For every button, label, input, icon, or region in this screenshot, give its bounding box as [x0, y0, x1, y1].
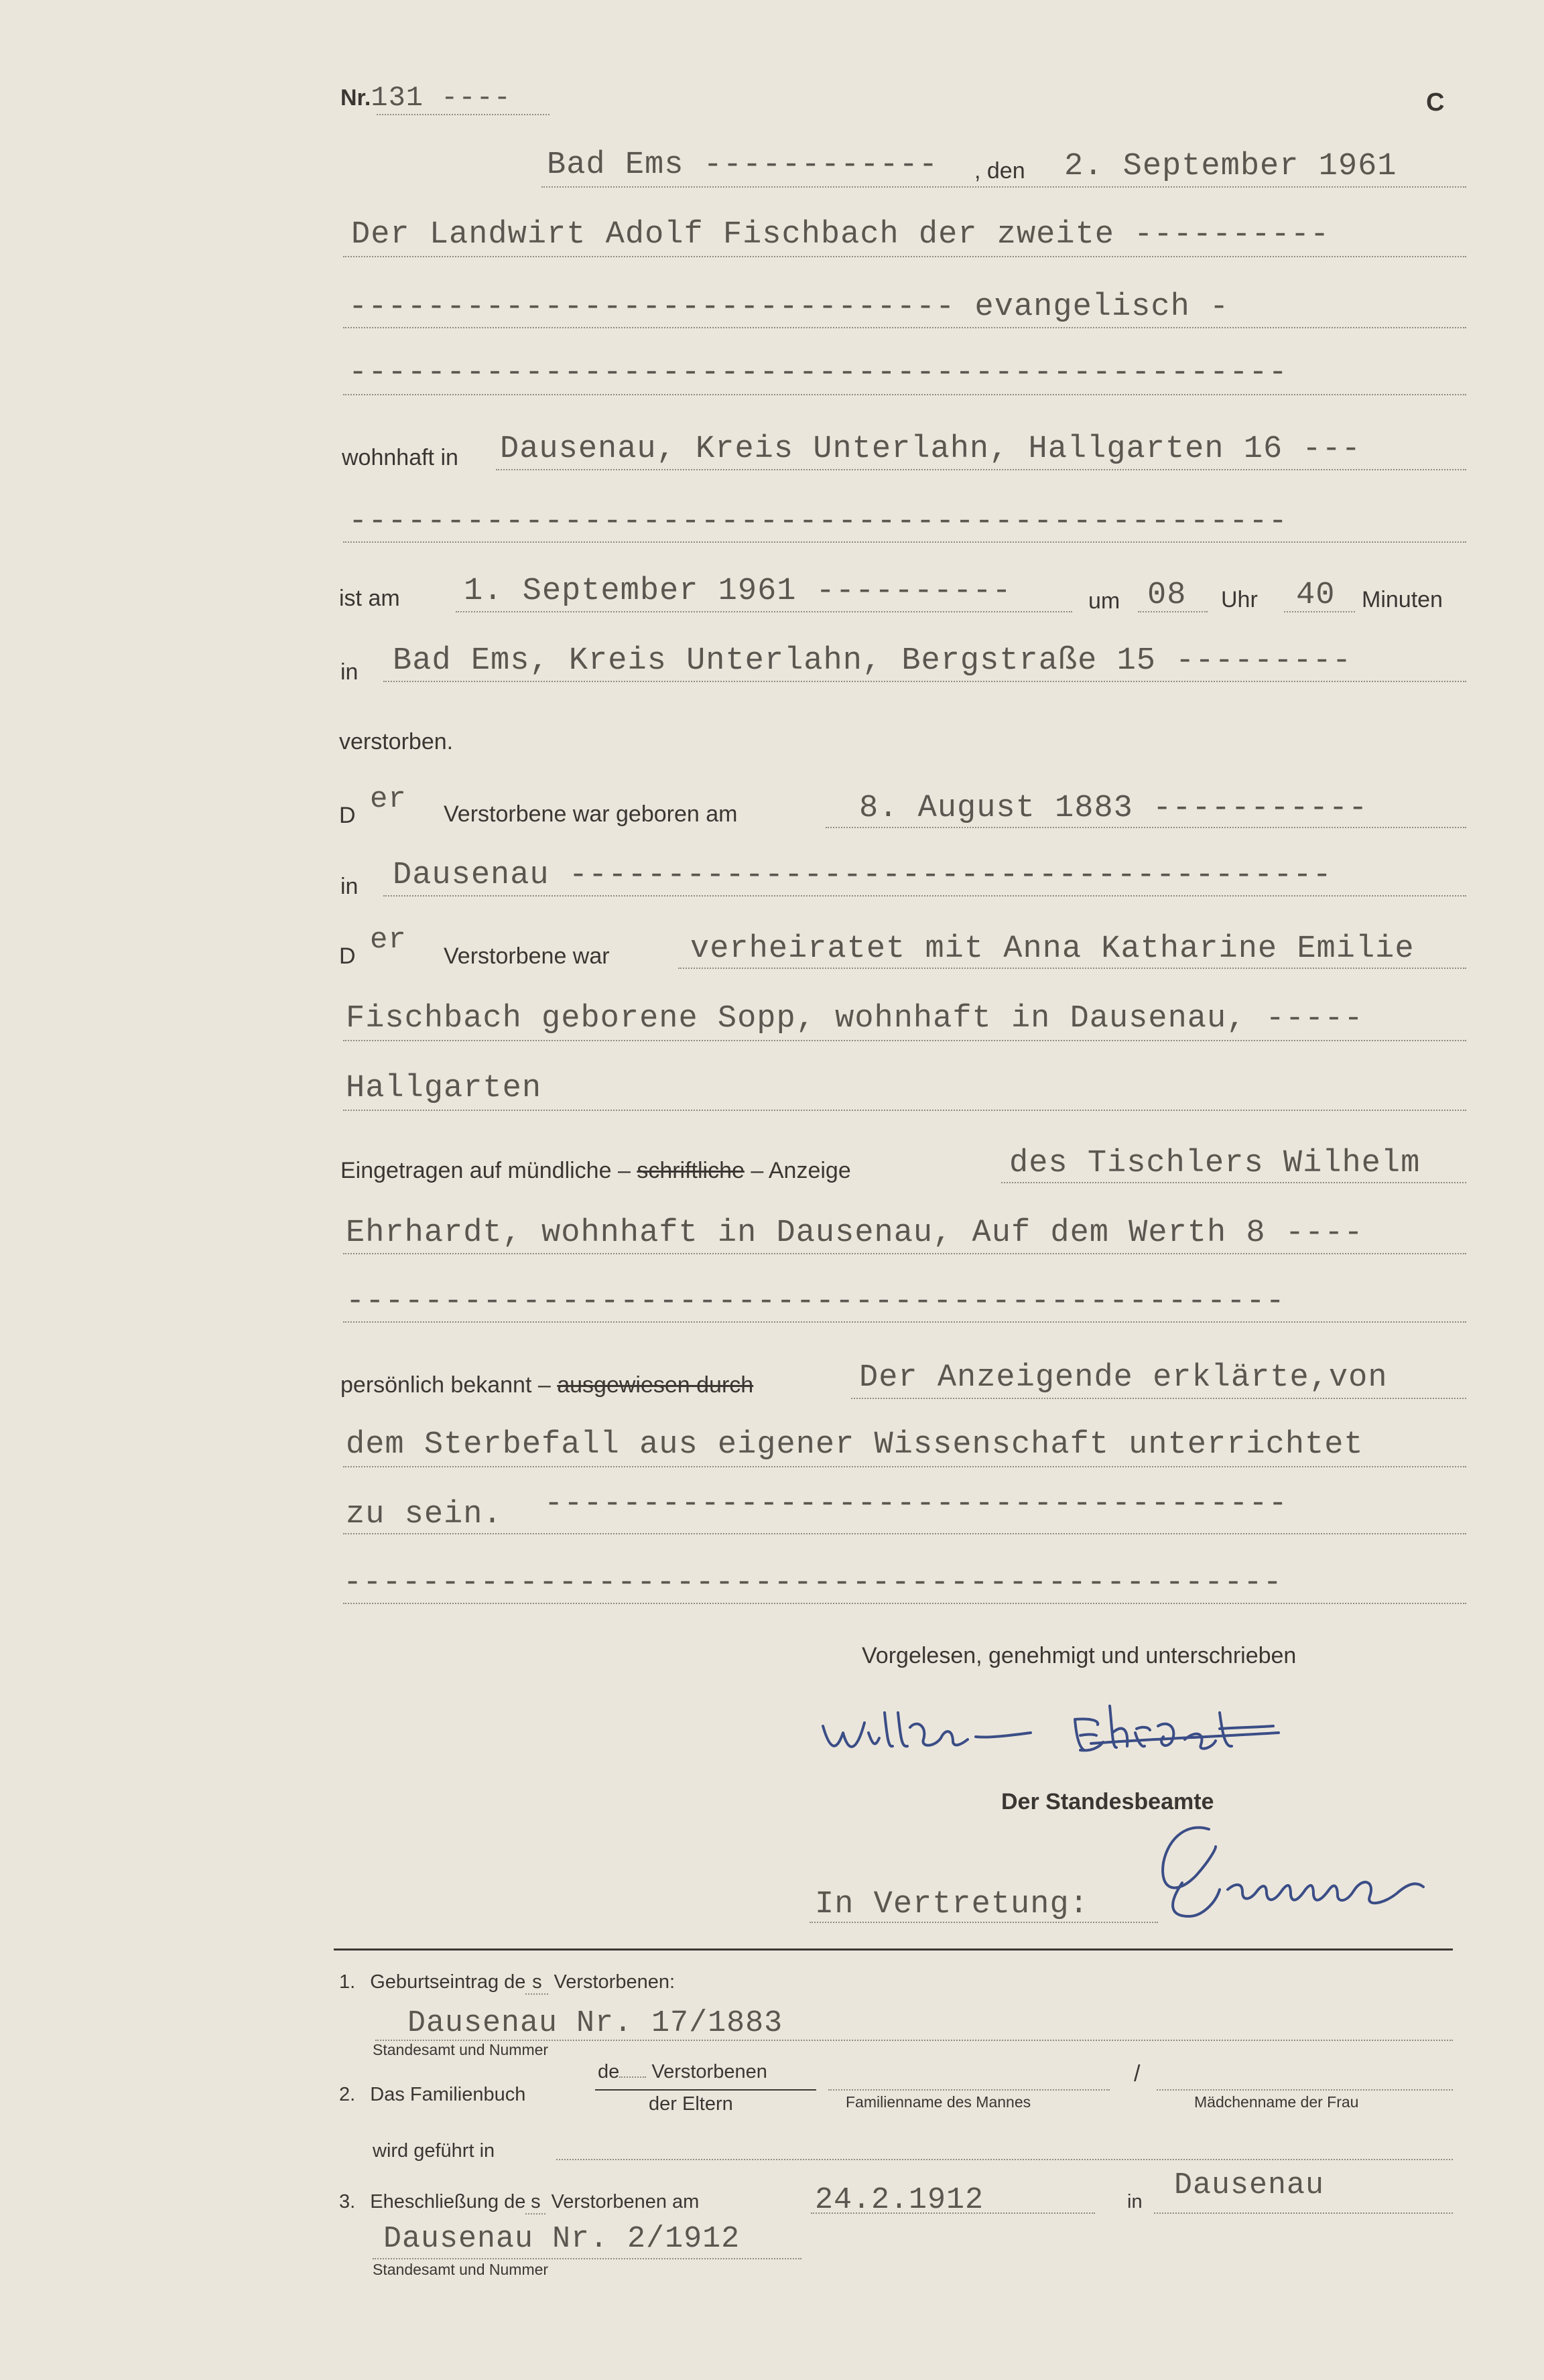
line-identity-3	[343, 1533, 1466, 1534]
footnote-1-number: 1.	[339, 1971, 356, 1993]
den-label: , den	[974, 158, 1025, 184]
ist-am-label: ist am	[339, 586, 400, 611]
line-residence-2	[343, 541, 1466, 543]
minuten-label: Minuten	[1362, 587, 1443, 612]
marriage-line-2: Fischbach geborene Sopp, wohnhaft in Dausenau, -----	[346, 1001, 1364, 1037]
entry-number-value: 131 ----	[371, 82, 511, 114]
death-date: 1. September 1961 ----------	[464, 574, 1012, 609]
registration-line-3: ------------------------------------------------	[346, 1284, 1285, 1319]
identity-line-4: ------------------------------------------------	[343, 1565, 1283, 1601]
line-marriage-3	[343, 1110, 1466, 1111]
uhr-label: Uhr	[1221, 587, 1258, 612]
footnote-1-text-b: Verstorbenen:	[554, 1971, 676, 1993]
birth-in-label: in	[340, 874, 359, 899]
registration-suffix: – Anzeige	[751, 1158, 851, 1183]
line-marriage-1	[678, 968, 1466, 969]
identity-prefix: persönlich bekannt –	[340, 1372, 551, 1398]
vertretung-label: In Vertretung:	[815, 1887, 1089, 1922]
residence-label: wohnhaft in	[342, 445, 458, 470]
register-letter: C	[1426, 88, 1445, 117]
residence-value: Dausenau, Kreis Unterlahn, Hallgarten 16 ---	[500, 432, 1362, 467]
registration-line-2: Ehrhardt, wohnhaft in Dausenau, Auf dem Werth 8 ----	[346, 1215, 1364, 1251]
death-place: Bad Ems, Kreis Unterlahn, Bergstraße 15 ---------	[393, 643, 1352, 679]
entry-number	[340, 82, 511, 114]
footnote-3-value: Dausenau Nr. 2/1912	[383, 2222, 741, 2256]
line-registration-2	[343, 1253, 1466, 1254]
declarant-signature	[810, 1686, 1372, 1773]
birth-place: Dausenau ---------------------------------------	[393, 858, 1332, 893]
identity-line-2: dem Sterbefall aus eigener Wissenschaft unterrichtet	[346, 1427, 1364, 1463]
footnote-1-value: Dausenau Nr. 17/1883	[407, 2006, 783, 2040]
footnote-3-date: 24.2.1912	[815, 2183, 984, 2217]
footnote-2-fraction-line	[595, 2089, 816, 2091]
birth-label: Verstorbene war geboren am	[444, 801, 738, 827]
footnote-1-label	[339, 1971, 675, 1995]
line-footnote-3-place	[1154, 2212, 1453, 2214]
footnote-3-place: Dausenau	[1174, 2168, 1325, 2202]
footnote-2-number: 2.	[339, 2084, 356, 2105]
registrar-title: Der Standesbeamte	[1001, 1789, 1214, 1814]
line-footnote-2-husband	[828, 2089, 1110, 2091]
footnote-3-caption: Standesamt und Nummer	[373, 2261, 549, 2278]
marriage-d-suffix: er	[370, 923, 407, 957]
footnote-3-text-b: Verstorbenen am	[551, 2191, 700, 2212]
line-declarant-3	[343, 394, 1466, 395]
entry-number-label: Nr.	[340, 85, 371, 111]
registration-prefix: Eingetragen auf mündliche –	[340, 1158, 631, 1183]
residence-continuation: ------------------------------------------------	[348, 504, 1288, 539]
place-of-registration: Bad Ems ------------	[547, 147, 939, 183]
footnote-2-top	[598, 2061, 767, 2083]
line-footnote-2-kept-in	[556, 2159, 1453, 2160]
line-registration-3	[343, 1321, 1466, 1323]
death-hour: 08	[1147, 578, 1187, 613]
um-label: um	[1088, 588, 1120, 614]
footnote-3-text-a: Eheschließung de	[370, 2191, 526, 2212]
footnote-2-label	[339, 2084, 525, 2106]
marriage-d-label: D	[339, 943, 356, 969]
birth-d-label: D	[339, 803, 356, 828]
identity-struck: ausgewiesen durch	[557, 1372, 754, 1398]
line-death-place	[383, 681, 1466, 682]
line-footnote-3-value	[373, 2258, 801, 2259]
registration-label	[340, 1158, 851, 1184]
declarant-line-1: Der Landwirt Adolf Fischbach der zweite ----------	[351, 217, 1330, 253]
line-birth-date	[826, 827, 1466, 828]
read-statement: Vorgelesen, genehmigt und unterschrieben	[862, 1643, 1297, 1668]
registration-struck: schriftliche	[637, 1158, 745, 1183]
identity-line-3-dashes: --------------------------------------	[544, 1486, 1288, 1522]
line-declarant-1	[343, 256, 1466, 257]
birth-date: 8. August 1883 -----------	[859, 791, 1368, 826]
line-birth-place	[383, 895, 1466, 897]
verstorben-label: verstorben.	[339, 729, 454, 754]
line-minutes	[1284, 611, 1355, 612]
marriage-line-3: Hallgarten	[346, 1071, 542, 1106]
line-marriage-2	[343, 1040, 1466, 1041]
line-footnote-3-date	[811, 2212, 1095, 2214]
registration-line-1: des Tischlers Wilhelm	[1009, 1146, 1421, 1181]
line-declarant-2	[343, 327, 1466, 328]
line-residence	[496, 469, 1466, 470]
divider	[334, 1948, 1453, 1951]
footnote-1-text-a: Geburtseintrag de	[370, 1971, 526, 1993]
birth-d-suffix: er	[370, 783, 407, 816]
footnote-2-text: Das Familienbuch	[370, 2084, 526, 2105]
identity-line-1: Der Anzeigende erklärte,von	[859, 1360, 1388, 1396]
footnote-2-bottom: der Eltern	[649, 2093, 733, 2115]
footnote-1-caption: Standesamt und Nummer	[373, 2041, 549, 2058]
line-hour	[1138, 611, 1208, 612]
marriage-line-1: verheiratet mit Anna Katharine Emilie	[690, 931, 1415, 967]
identity-line-3: zu sein.	[346, 1497, 503, 1532]
line-vertretung	[810, 1922, 1158, 1923]
line-identity-4	[343, 1603, 1466, 1604]
footnote-3-in: in	[1127, 2191, 1143, 2212]
footnote-2-kept-in: wird geführt in	[373, 2140, 495, 2162]
footnote-2-top-a: de	[598, 2061, 620, 2082]
line-death-date	[456, 611, 1072, 612]
footnote-3-label	[339, 2191, 699, 2214]
entry-number-line	[377, 114, 550, 115]
identity-label	[340, 1372, 753, 1398]
line-place-date	[541, 186, 1466, 188]
footnote-2-caption-husband: Familienname des Mannes	[846, 2093, 1031, 2111]
marriage-label: Verstorbene war	[444, 943, 610, 969]
footnote-2-top-b: Verstorbenen	[651, 2061, 767, 2082]
footnote-2-slash: /	[1134, 2061, 1141, 2087]
line-registration-1	[1001, 1182, 1466, 1183]
line-identity-1	[851, 1398, 1466, 1399]
footnote-3-fill: s	[525, 2191, 545, 2214]
registration-date: 2. September 1961	[1064, 149, 1397, 184]
line-identity-2	[343, 1466, 1466, 1467]
declarant-line-3: ------------------------------------------------	[348, 355, 1288, 391]
footnote-2-caption-wife: Mädchenname der Frau	[1194, 2093, 1359, 2111]
death-minutes: 40	[1296, 578, 1336, 613]
line-footnote-2-wife	[1157, 2089, 1453, 2091]
declarant-line-2: ------------------------------- evangelisch -	[348, 289, 1230, 325]
death-in-label: in	[340, 659, 359, 685]
footnote-1-fill: s	[525, 1971, 548, 1995]
footnote-3-number: 3.	[339, 2191, 356, 2212]
registrar-signature	[1142, 1809, 1517, 1936]
